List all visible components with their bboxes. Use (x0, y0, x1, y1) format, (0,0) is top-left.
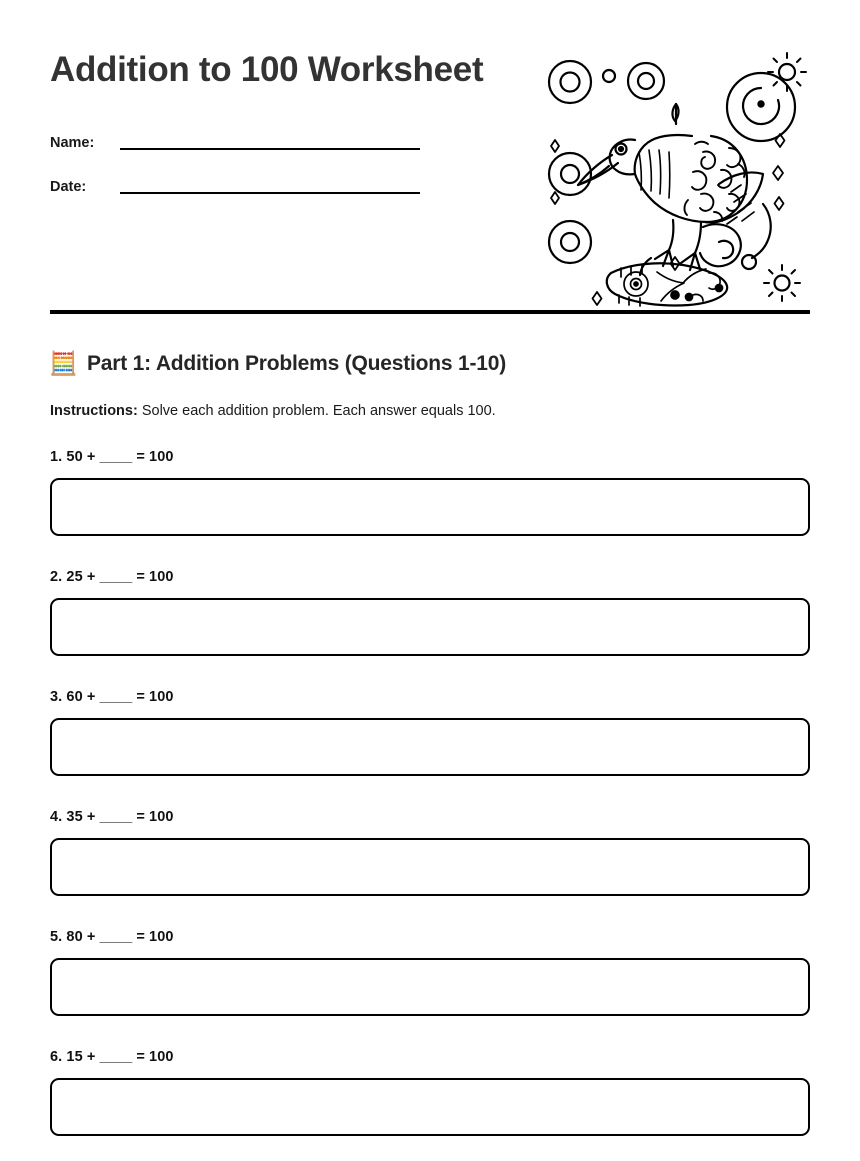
page-title: Addition to 100 Worksheet (50, 50, 484, 89)
instructions (50, 401, 810, 421)
name-field-label: Name: (50, 134, 95, 151)
answer-box[interactable] (50, 718, 810, 776)
question-text: 4. 35 + ____ = 100 (50, 809, 174, 826)
question-item (50, 809, 810, 896)
question-text: 3. 60 + ____ = 100 (50, 689, 174, 706)
date-field-row (50, 166, 510, 196)
question-item (50, 569, 810, 656)
question-text: 1. 50 + ____ = 100 (50, 449, 174, 466)
title-block (50, 48, 510, 196)
section-title: Part 1: Addition Problems (Questions 1-10) (87, 351, 507, 375)
question-text: 5. 80 + ____ = 100 (50, 929, 174, 946)
answer-box[interactable] (50, 478, 810, 536)
question-text: 2. 25 + ____ = 100 (50, 569, 174, 586)
question-item (50, 929, 810, 1016)
instructions-label: Instructions: (50, 403, 138, 419)
question-item (50, 689, 810, 776)
kiwi-bird-illustration (533, 52, 813, 314)
instructions-text: Solve each addition problem. Each answer equals 100. (141, 403, 496, 419)
part-1-section (0, 350, 860, 1136)
name-input-rule[interactable] (120, 148, 420, 150)
section-header (50, 350, 810, 377)
question-text: 6. 15 + ____ = 100 (50, 1049, 174, 1066)
answer-box[interactable] (50, 958, 810, 1016)
worksheet-header (0, 0, 860, 310)
date-field-label: Date: (50, 178, 87, 195)
question-item (50, 449, 810, 536)
question-item (50, 1049, 810, 1136)
answer-box[interactable] (50, 838, 810, 896)
name-field-row (50, 122, 510, 152)
abacus-icon: 🧮 (49, 350, 78, 376)
answer-box[interactable] (50, 598, 810, 656)
date-input-rule[interactable] (120, 192, 420, 194)
answer-box[interactable] (50, 1078, 810, 1136)
questions-list (50, 449, 810, 1136)
